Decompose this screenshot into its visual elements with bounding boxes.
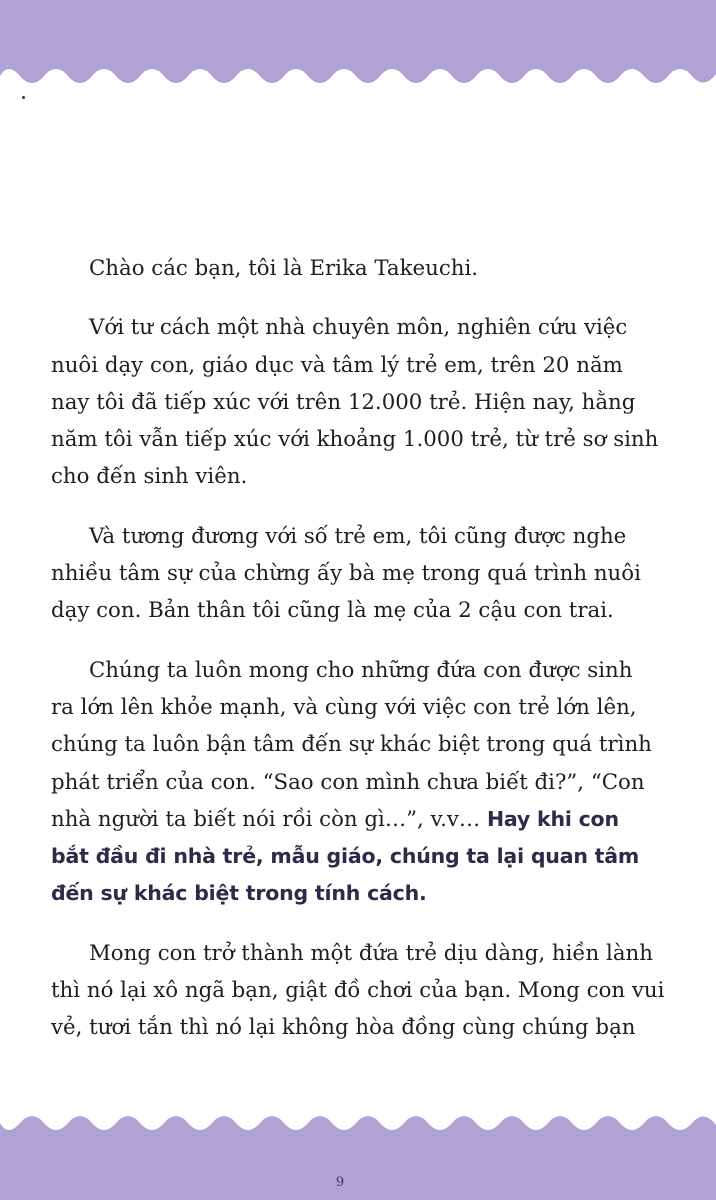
paragraph-greeting [89,250,713,287]
text-line: nhiều tâm sự của chừng ấy bà mẹ trong quá trình nuôi [51,561,641,587]
text-line: năm tôi vẫn tiếp xúc với khoảng 1.000 trẻ, từ trẻ sơ sinh [51,427,659,453]
text-line: thì nó lại xô ngã bạn, giật đồ chơi của bạn. Mong con vui [51,978,665,1004]
paragraph-mothers [51,518,713,630]
emphasis-text: bắt đầu đi nhà trẻ, mẫu giáo, chúng ta lại quan tâm [51,844,640,869]
text-line: Và tương đương với số trẻ em, tôi cũng được nghe [89,523,627,549]
text-line: Chúng ta luôn mong cho những đứa con được sinh [89,657,633,683]
text-line: Chào các bạn, tôi là Erika Takeuchi. [89,256,479,281]
text-line: vẻ, tươi tắn thì nó lại không hòa đồng cùng chúng bạn [51,1015,636,1041]
text-line: nuôi dạy con, giáo dục và tâm lý trẻ em, trên 20 năm [51,352,623,378]
text-line: Mong con trở thành một đứa trẻ dịu dàng, hiền lành [89,940,653,966]
mixed-line [51,807,619,832]
text-line: ra lớn lên khỏe mạnh, và cùng với việc con trẻ lớn lên, [51,694,637,720]
print-speck [22,96,25,99]
emphasis-text: Hay khi con [486,806,619,831]
page-number: 9 [335,1175,345,1190]
top-decorative-band [0,0,716,96]
text-line: nay tôi đã tiếp xúc với trên 12.000 trẻ. Hiện nay, hằng [51,389,636,415]
text-line: chúng ta luôn bận tâm đến sự khác biệt trong quá trình [51,732,652,758]
emphasis-text: đến sự khác biệt trong tính cách. [51,881,427,906]
page-body [51,250,713,1047]
paragraph-personality [51,935,713,1047]
paragraph-credentials [51,309,713,495]
paragraph-development [51,652,713,913]
text-line: nhà người ta biết nói rồi còn gì…”, v.v… [51,806,487,832]
text-line: cho đến sinh viên. [51,464,248,490]
text-line: dạy con. Bản thân tôi cũng là mẹ của 2 cậu con trai. [51,598,614,624]
text-line: Với tư cách một nhà chuyên môn, nghiên cứu việc [89,315,628,341]
text-line: phát triển của con. “Sao con mình chưa biết đi?”, “Con [51,769,645,795]
